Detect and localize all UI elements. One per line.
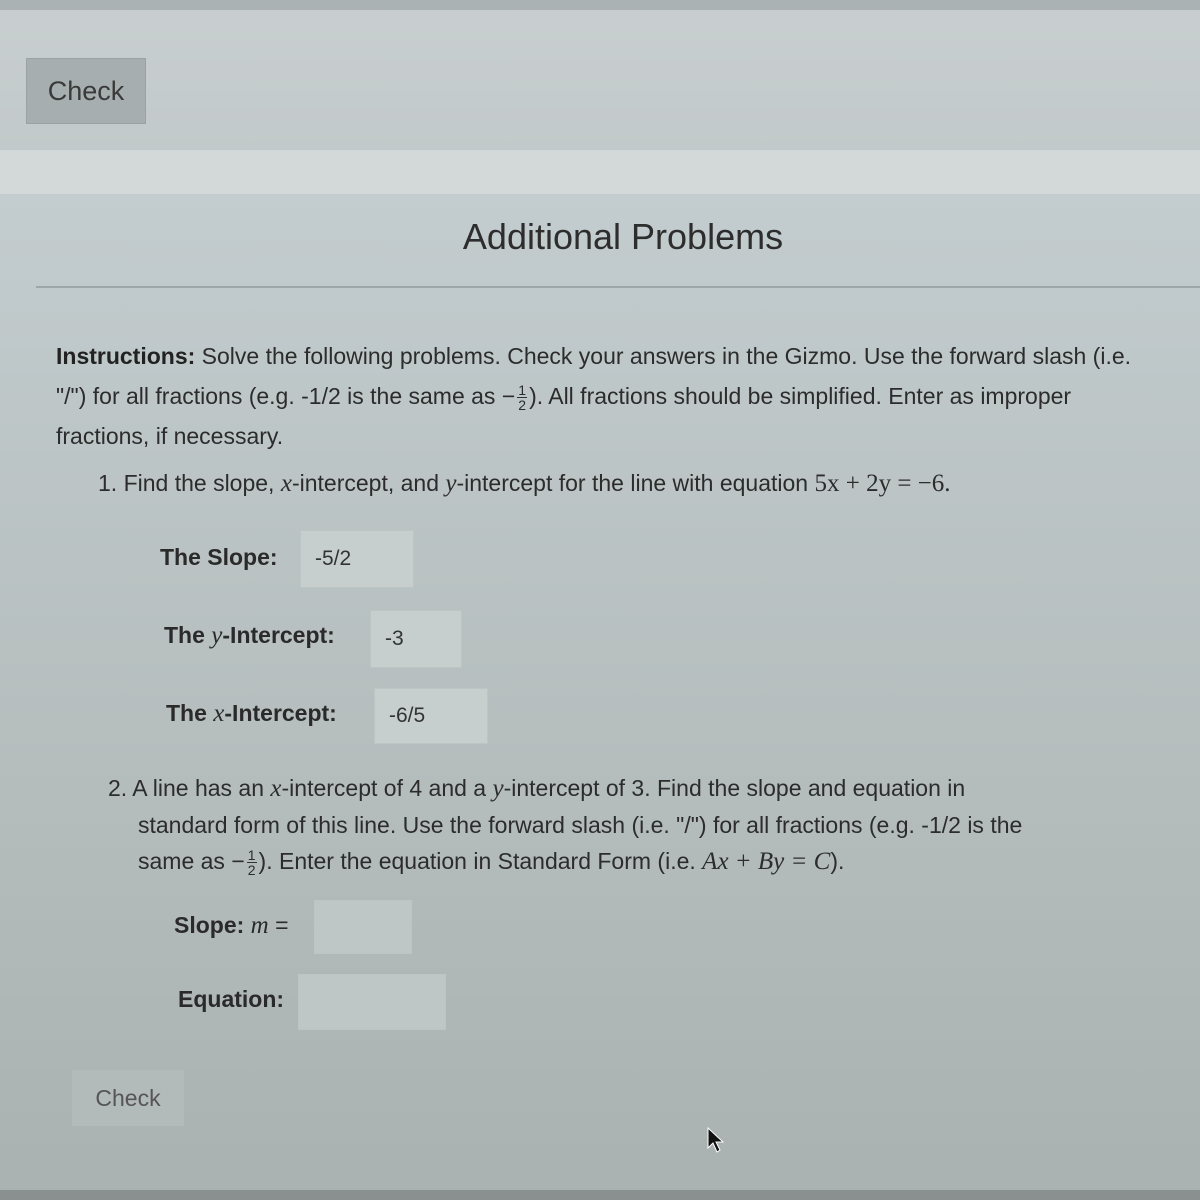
mouse-pointer-icon <box>704 1126 728 1156</box>
p2-line-3 <box>108 843 1148 880</box>
p2-line-1 <box>108 770 1148 807</box>
p1-y-var: y <box>445 470 457 497</box>
p2-frac-num: 1 <box>247 847 256 864</box>
p2-line3-c: ). <box>830 848 845 874</box>
p1-equation: 5x + 2y = −6. <box>814 470 951 497</box>
yint-var: y <box>211 622 223 649</box>
fraction-numerator: 1 <box>518 382 527 399</box>
p2-slope-var: m <box>250 912 269 939</box>
section-separator <box>0 150 1200 194</box>
equation-label: Equation: <box>178 986 285 1012</box>
p1-mid1: -intercept, and <box>291 470 446 496</box>
instructions-neg-sign: − <box>501 383 516 409</box>
p2-x-var: x <box>270 775 282 802</box>
p2-line-2: standard form of this line. Use the forward slash (i.e. "/") for all fractions (e.g. -1/2 is the <box>138 812 1023 838</box>
instructions-body-a: Solve the following problems. Check your answers in the Gizmo. Use the forward slash (i.e. "/") for all fractions (e.g. -1/2 is the same as <box>56 343 1132 409</box>
yint-label-b: -Intercept: <box>222 622 335 648</box>
title-divider <box>36 286 1200 288</box>
y-intercept-label <box>164 622 335 650</box>
y-intercept-input[interactable]: -3 <box>370 610 462 668</box>
slope-label: The Slope: <box>160 544 278 570</box>
p1-x-var: x <box>280 470 292 497</box>
p2-slope-text: Slope: <box>174 912 251 938</box>
check-button-bottom[interactable]: Check <box>72 1070 184 1126</box>
xint-label-a: The <box>166 700 214 726</box>
p2-line3-b: ). Enter the equation in Standard Form (i.e. <box>258 848 703 874</box>
yint-label-a: The <box>164 622 212 648</box>
xint-label-b: -Intercept: <box>224 700 337 726</box>
p2-y-var: y <box>492 775 504 802</box>
top-divider <box>0 0 1200 10</box>
p2-fraction <box>247 848 257 877</box>
check-button-top[interactable]: Check <box>26 58 146 124</box>
p2-slope-label <box>174 912 289 940</box>
p2-frac-den: 2 <box>247 862 256 879</box>
p2-line1-b: -intercept of 4 and a <box>281 775 493 801</box>
p2-standard-form: Ax + By = C <box>702 848 831 875</box>
x-intercept-input[interactable]: -6/5 <box>374 688 488 744</box>
p1-mid2: -intercept for the line with equation <box>456 470 815 496</box>
problem-1-text <box>98 470 951 498</box>
bottom-edge <box>0 1190 1200 1200</box>
x-intercept-label <box>166 700 337 728</box>
fraction-denominator: 2 <box>518 397 527 414</box>
p2-slope-eq: = <box>268 912 289 938</box>
instructions-fraction <box>517 383 527 412</box>
p2-slope-input[interactable] <box>314 900 412 954</box>
page-title: Additional Problems <box>462 216 784 257</box>
p2-line3-a: same as − <box>138 848 245 874</box>
instructions-lead: Instructions: <box>56 343 196 369</box>
top-toolbar <box>0 0 1200 150</box>
instructions-body-b: ). All fractions should be simplified. Enter as improper fractions, if necessary. <box>56 383 1072 449</box>
equation-input[interactable] <box>298 974 446 1030</box>
xint-var: x <box>213 700 225 727</box>
p2-line1-c: -intercept of 3. Find the slope and equation in <box>503 775 966 801</box>
p2-line1-a: 2. A line has an <box>108 775 271 801</box>
slope-input[interactable]: -5/2 <box>300 530 414 588</box>
problem-2-text <box>108 770 1148 880</box>
p1-prefix: 1. Find the slope, <box>98 470 281 496</box>
instructions-text <box>56 336 1166 456</box>
